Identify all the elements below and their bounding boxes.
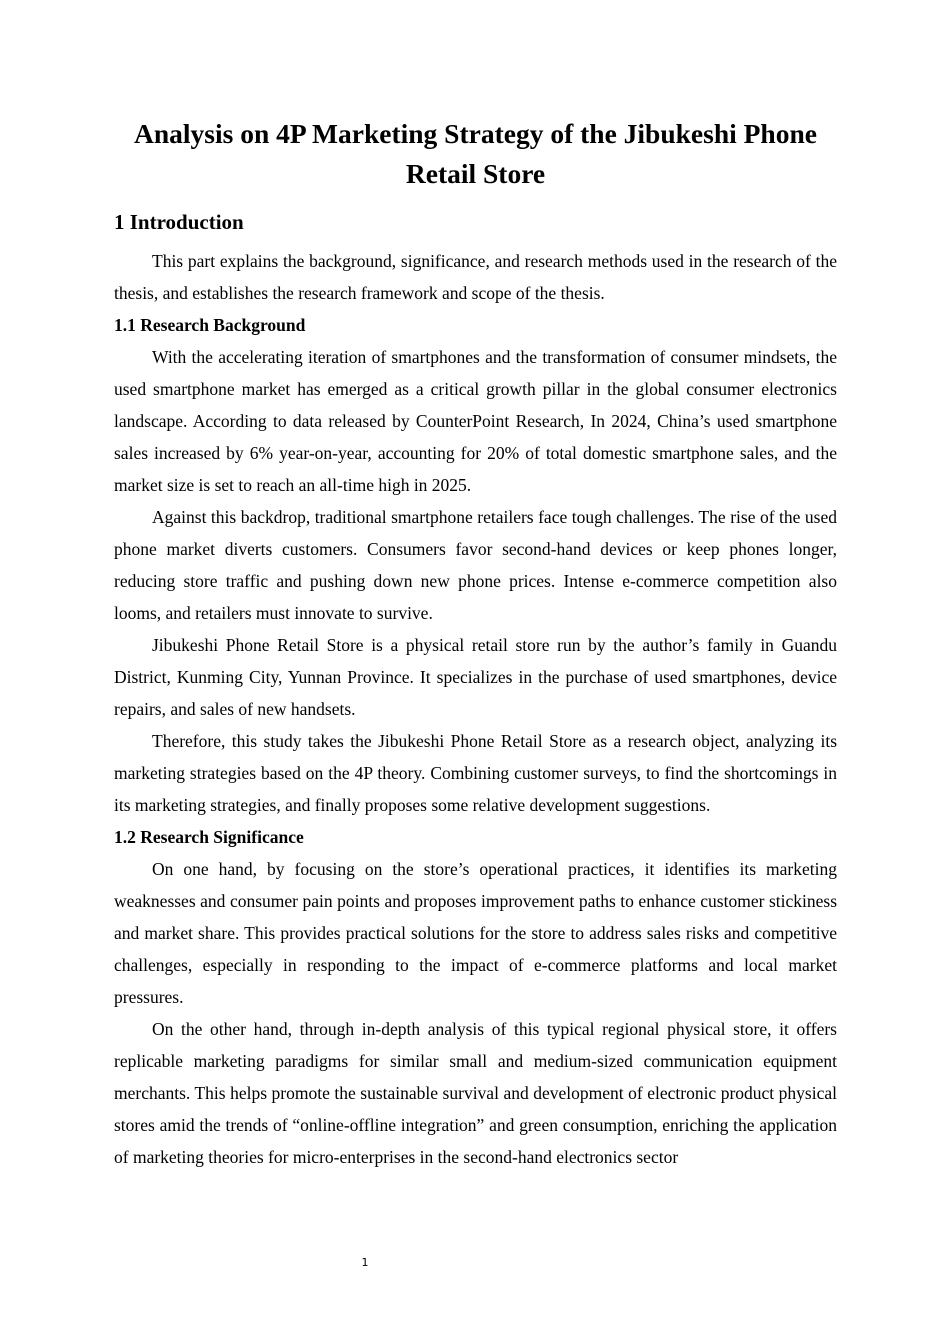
introduction-paragraph: This part explains the background, significance, and research methods used in the research of the thesis, and establishes the research framework and scope of the thesis. <box>114 251 837 303</box>
background-paragraph-3: Jibukeshi Phone Retail Store is a physical retail store run by the author’s family in Guandu District, Kunming City, Yunnan Province. It specializes in the purchase of used smartphones, device repairs, and sales of new handsets. <box>114 635 837 719</box>
section-heading-introduction: 1 Introduction <box>114 210 244 234</box>
significance-paragraph-2: On the other hand, through in-depth analysis of this typical regional physical store, it offers replicable marketing paradigms for similar small and medium-sized communication equipment merchants. This helps promote the sustainable survival and development of electronic product physical stores amid the trends of “online-offline integration” and green consumption, enriching the application of marketing theories for micro-enterprises in the second-hand electronics sector <box>114 1019 837 1167</box>
background-paragraph-4: Therefore, this study takes the Jibukeshi Phone Retail Store as a research object, analyzing its marketing strategies based on the 4P theory. Combining customer surveys, to find the shortcomings in its marketing strategies, and finally proposes some relative development suggestions. <box>114 731 837 815</box>
section-heading-research-significance: 1.2 Research Significance <box>114 827 304 847</box>
significance-paragraph-1: On one hand, by focusing on the store’s operational practices, it identifies its marketing weaknesses and consumer pain points and proposes improvement paths to enhance customer stickiness and market share. This provides practical solutions for the store to address sales risks and competitive challenges, especially in responding to the impact of e-commerce platforms and local market pressures. <box>114 859 837 1007</box>
background-paragraph-1: With the accelerating iteration of smartphones and the transformation of consumer mindsets, the used smartphone market has emerged as a critical growth pillar in the global consumer electronics landscape. According to data released by CounterPoint Research, In 2024, China’s used smartphone sales increased by 6% year-on-year, accounting for 20% of total domestic smartphone sales, and the market size is set to reach an all-time high in 2025. <box>114 347 837 495</box>
page-number: 1 <box>361 1256 369 1269</box>
background-paragraph-2: Against this backdrop, traditional smartphone retailers face tough challenges. The rise of the used phone market diverts customers. Consumers favor second-hand devices or keep phones longer, reducing store traffic and pushing down new phone prices. Intense e-commerce competition also looms, and retailers must innovate to survive. <box>114 507 837 623</box>
page-content <box>114 114 837 1173</box>
document-title: Analysis on 4P Marketing Strategy of the Jibukeshi Phone Retail Store <box>134 118 817 189</box>
section-heading-research-background: 1.1 Research Background <box>114 315 306 335</box>
